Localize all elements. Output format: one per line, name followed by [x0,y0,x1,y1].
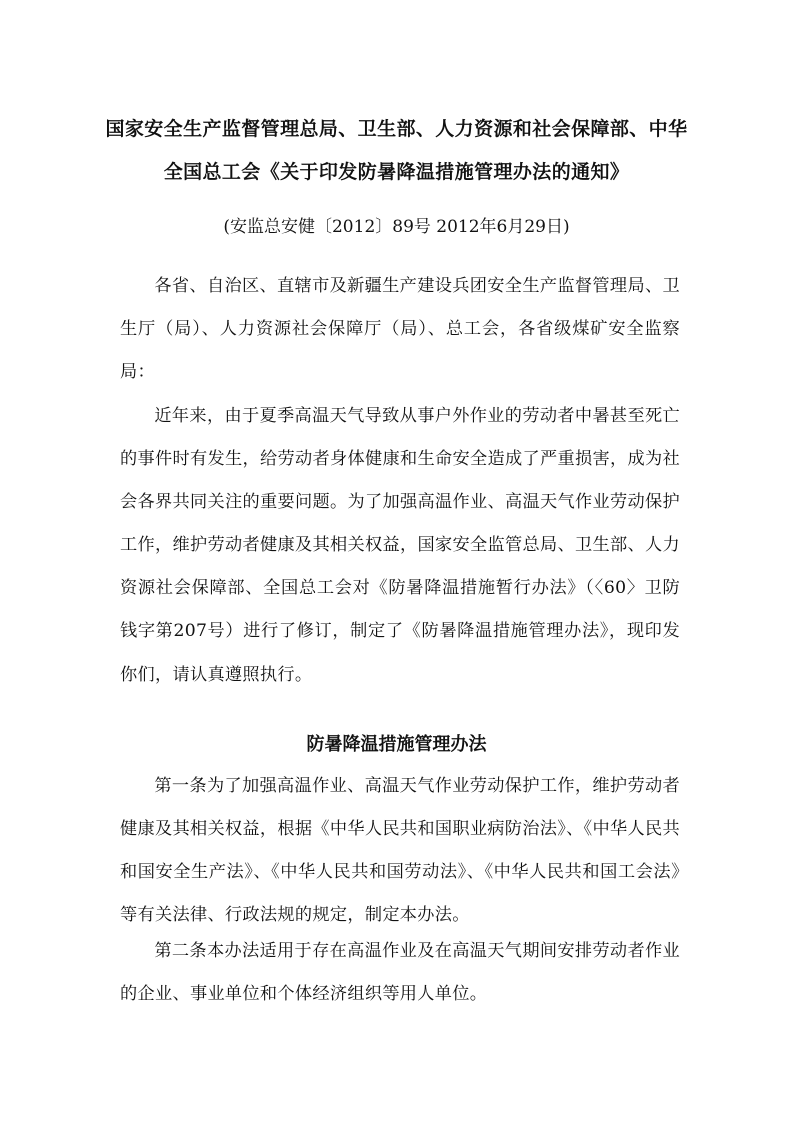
measures-title: 防暑降温措施管理办法 [306,734,487,755]
notice-body-paragraph: 近年来，由于夏季高温天气导致从事户外作业的劳动者中暑甚至死亡的事件时有发生，给劳动者身体健康和生命安全造成了严重损害，成为社会各界共同关注的重要问题。为了加强高温作业、高温天气作业劳动保护工作，维护劳动者健康及其相关权益，国家安全监管总局、卫生部、人力资源社会保障部、全国总工会对《防暑降温措施暂行办法》（〈60〉卫防钱字第207号）进行了修订，制定了《防暑降温措施管理办法》，现印发你们，请认真遵照执行。 [120,406,680,685]
article-2: 第二条本办法适用于存在高温作业及在高温天气期间安排劳动者作业的企业、事业单位和个体经济组织等用人单位。 [120,941,680,1005]
document-number: (安监总安健〔2012〕89号 2012年6月29日) [223,217,570,237]
notice-addressee-paragraph: 各省、自治区、直辖市及新疆生产建设兵团安全生产监督管理局、卫生厅（局）、人力资源社会保障厅（局）、总工会，各省级煤矿安全监察局： [120,276,680,383]
document-title-line-2: 全国总工会《关于印发防暑降温措施管理办法的通知》 [163,161,630,183]
article-1: 第一条为了加强高温作业、高温天气作业劳动保护工作，维护劳动者健康及其相关权益，根据《中华人民共和国职业病防治法》、《中华人民共和国安全生产法》、《中华人民共和国劳动法》、《中华人民共和国工会法》等有关法律、行政法规的规定，制定本办法。 [120,776,680,926]
document-title-line-1: 国家安全生产监督管理总局、卫生部、人力资源和社会保障部、中华 [105,118,688,140]
